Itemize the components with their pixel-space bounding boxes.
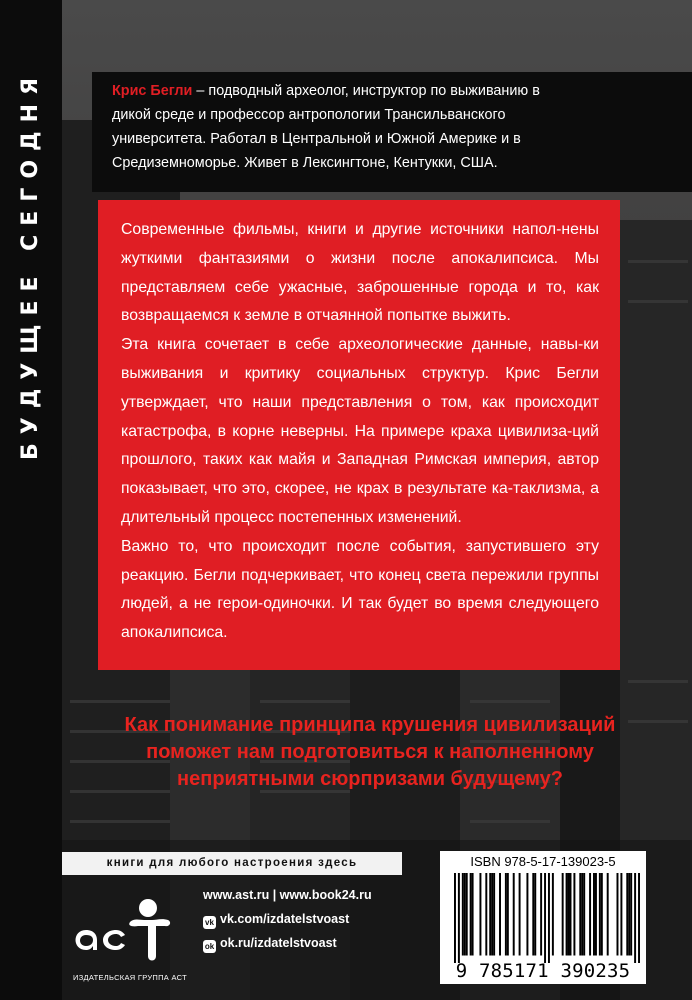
barcode-bar bbox=[507, 873, 509, 956]
barcode-bar bbox=[472, 873, 474, 956]
vk-icon: vk bbox=[203, 916, 216, 929]
barcode-bar bbox=[534, 873, 536, 956]
barcode-bar bbox=[466, 873, 468, 956]
tagline: книги для любого настроения здесь bbox=[106, 857, 358, 869]
ok-link[interactable] bbox=[203, 936, 337, 953]
barcode-bar bbox=[532, 873, 534, 956]
author-bio bbox=[112, 79, 582, 175]
author-name: Крис Бегли bbox=[112, 83, 193, 99]
ok-handle: izdatelstvoast bbox=[254, 936, 337, 950]
barcode-bar bbox=[499, 873, 501, 956]
barcode-digits: 9 785171 390235 bbox=[455, 960, 631, 982]
headline-question: Как понимание принципа крушения цивилизаций поможет нам подготовиться к наполненному неприятными сюрпризами будущему? bbox=[124, 714, 616, 790]
barcode-bar bbox=[607, 873, 609, 956]
barcode-bar bbox=[458, 873, 460, 963]
publisher-logo bbox=[64, 890, 194, 970]
barcode-bar bbox=[638, 873, 640, 963]
annotation-paragraph: Эта книга сочетает в себе археологические данные, навы-ки выживания и критику социальных структур. Крис Бегли утверждает, что наши представления о том, как происходит катастрофа, в корне неверны. На примере краха цивилиза-ций прошлого, таких как майя и Западная Римская империя, автор показывает, что это, скорее, не крах в результате ка-таклизма, а длительный процесс постепенных изменений. bbox=[121, 336, 599, 526]
annotation-paragraph: Важно то, что происходит после события, запустившего эту реакцию. Бегли подчеркивает, что конец света пережили группы людей, а не герои-одиночки. И так будет во время следующего апокалипсиса. bbox=[121, 537, 599, 642]
ok-prefix: ok.ru/ bbox=[220, 936, 255, 950]
barcode-bar bbox=[581, 873, 583, 956]
barcode-bar bbox=[479, 873, 481, 956]
barcode-bar bbox=[491, 873, 493, 956]
barcode-bar bbox=[626, 873, 628, 956]
publisher-name: ИЗДАТЕЛЬСКАЯ ГРУППА АСТ bbox=[73, 973, 187, 982]
barcode-bar bbox=[464, 873, 466, 956]
barcode-bar bbox=[513, 873, 515, 956]
barcode-bar bbox=[573, 873, 575, 956]
vk-handle: izdatelstvoast bbox=[266, 912, 350, 926]
barcode-bar bbox=[470, 873, 472, 956]
barcode-bar bbox=[519, 873, 521, 956]
barcode-bar bbox=[583, 873, 585, 956]
barcode-bar bbox=[568, 873, 570, 956]
barcode-bar bbox=[620, 873, 622, 956]
barcode-bar bbox=[485, 873, 487, 956]
barcode-bar bbox=[505, 873, 507, 956]
barcode-bar bbox=[454, 873, 456, 963]
barcode-bar bbox=[634, 873, 636, 963]
barcode-bar bbox=[526, 873, 528, 956]
vk-link[interactable] bbox=[203, 912, 349, 929]
barcode-bar bbox=[595, 873, 597, 956]
publisher-logo-text: аст bbox=[129, 968, 131, 969]
isbn-barcode-block bbox=[440, 851, 646, 984]
barcode-bar bbox=[548, 873, 550, 963]
barcode-bar bbox=[489, 873, 491, 956]
barcode-bar bbox=[630, 873, 632, 956]
author-bio-text: – подводный археолог, инструктор по выживанию в дикой среде и профессор антропологии Трансильванского университета. Работал в Центральной и Южной Америке и в Средиземноморье. Живет в Лексингтоне, Кентукки, США. bbox=[112, 83, 540, 171]
isbn-number: ISBN 978-5-17-139023-5 bbox=[470, 854, 616, 869]
barcode-bar bbox=[562, 873, 564, 956]
annotation-paragraph: Современные фильмы, книги и другие источники напол-нены жуткими фантазиями о жизни после апокалипсиса. Мы представляем себе ужасные, заброшенные города и то, как возвращаемся к земле в отчаянной попытке выжить. bbox=[121, 221, 599, 325]
website-links[interactable]: www.ast.ru | www.book24.ru bbox=[203, 888, 372, 902]
barcode-bar bbox=[552, 873, 554, 956]
barcode-bar bbox=[462, 873, 464, 956]
barcode-bar bbox=[617, 873, 619, 956]
barcode bbox=[454, 873, 640, 963]
vk-prefix: vk.com/ bbox=[220, 912, 267, 926]
series-title: БУДУЩЕЕ СЕГОДНЯ bbox=[18, 68, 43, 460]
book-annotation bbox=[121, 216, 599, 648]
barcode-bar bbox=[544, 873, 546, 963]
barcode-bar bbox=[579, 873, 581, 956]
barcode-bar bbox=[628, 873, 630, 956]
barcode-bar bbox=[601, 873, 603, 956]
barcode-bar bbox=[570, 873, 572, 956]
barcode-bar bbox=[493, 873, 495, 956]
barcode-bar bbox=[593, 873, 595, 956]
barcode-bar bbox=[589, 873, 591, 956]
ok-icon: ok bbox=[204, 942, 215, 951]
barcode-bar bbox=[599, 873, 601, 956]
barcode-bar bbox=[540, 873, 542, 956]
barcode-bar bbox=[566, 873, 568, 956]
